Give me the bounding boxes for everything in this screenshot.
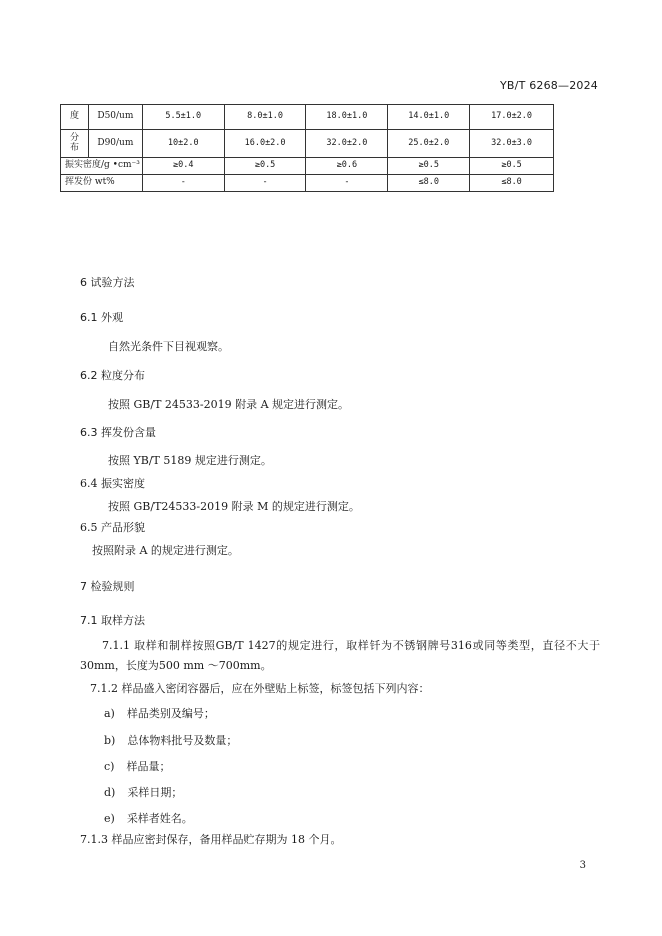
paragraph: 按照 GB/T 24533-2019 附录 A 规定进行测定。 [108,398,350,411]
table-cell: ≥0.4 [142,158,224,175]
list-marker: b) [104,734,116,747]
list-item [104,810,193,826]
table-cell: 5.5±1.0 [142,105,224,130]
table-cell: 32.0±2.0 [306,130,388,158]
table-row-tap-density [61,158,554,175]
table-cell: ≥0.6 [306,158,388,175]
table-cell: 18.0±1.0 [306,105,388,130]
list-item [104,758,170,774]
paragraph: 按照 YB/T 5189 规定进行测定。 [108,454,272,467]
section-heading-7-1: 7.1 取样方法 [80,614,145,627]
list-item-text: 样品类别及编号； [126,707,215,720]
paragraph-7-1-2: 7.1.2 样品盛入密闭容器后，应在外壁贴上标签，标签包括下列内容： [90,682,430,695]
section-heading-7: 7 检验规则 [80,580,135,593]
list-marker: d) [104,786,116,799]
list-item-text: 样品量； [126,760,171,773]
table-cell: ≤8.0 [470,175,554,192]
row-label: 挥发份 wt% [61,175,143,192]
section-heading-6-5: 6.5 产品形貌 [80,521,145,534]
table-cell: 14.0±1.0 [388,105,470,130]
table-cell: ≥0.5 [470,158,554,175]
table-cell: 25.0±2.0 [388,130,470,158]
table-cell: - [224,175,306,192]
section-heading-6-3: 6.3 挥发份含量 [80,426,156,439]
table-row-volatile [61,175,554,192]
table-cell: 17.0±2.0 [470,105,554,130]
row-label: D90/um [88,130,142,158]
category-cell: 分 布 [61,130,89,158]
list-marker: a) [104,707,115,720]
table-cell: ≥0.5 [388,158,470,175]
paragraph: 按照 GB/T24533-2019 附录 M 的规定进行测定。 [108,500,360,513]
list-marker: e) [104,812,115,825]
table-cell: 16.0±2.0 [224,130,306,158]
row-label: 振实密度/g •cm⁻³ [61,158,143,175]
table-cell: 32.0±3.0 [470,130,554,158]
section-heading-6-2: 6.2 粒度分布 [80,369,145,382]
list-item-text: 总体物料批号及数量； [127,734,238,747]
row-label: D50/um [88,105,142,130]
list-item [104,732,237,748]
section-heading-6-4: 6.4 振实密度 [80,477,145,490]
table-cell: ≤8.0 [388,175,470,192]
section-heading-6-1: 6.1 外观 [80,311,123,324]
document-id: YB/T 6268—2024 [500,79,598,92]
section-heading-6: 6 试验方法 [80,276,135,289]
paragraph: 按照附录 A 的规定进行测定。 [92,544,239,557]
table-cell: ≥0.5 [224,158,306,175]
paragraph: 自然光条件下目视观察。 [108,340,229,353]
table-row-d90 [61,130,554,158]
table-cell: - [306,175,388,192]
list-item [104,705,215,721]
table-row-d50 [61,105,554,130]
paragraph-7-1-3: 7.1.3 样品应密封保存，备用样品贮存期为 18 个月。 [80,833,342,846]
spec-table [60,104,554,192]
category-cell: 度 [61,105,89,130]
table-cell: 10±2.0 [142,130,224,158]
page-number: 3 [579,860,586,871]
list-item-text: 采样日期； [127,786,183,799]
list-item [104,784,182,800]
table-cell: - [142,175,224,192]
table-cell: 8.0±1.0 [224,105,306,130]
list-item-text: 采样者姓名。 [126,812,193,825]
list-marker: c) [104,760,115,773]
paragraph-7-1-1: 7.1.1 取样和制样按照GB/T 1427的规定进行，取样钎为不锈钢牌号316或同等类型，直径不大于30mm，长度为500 mm ～700mm。 [80,639,600,672]
